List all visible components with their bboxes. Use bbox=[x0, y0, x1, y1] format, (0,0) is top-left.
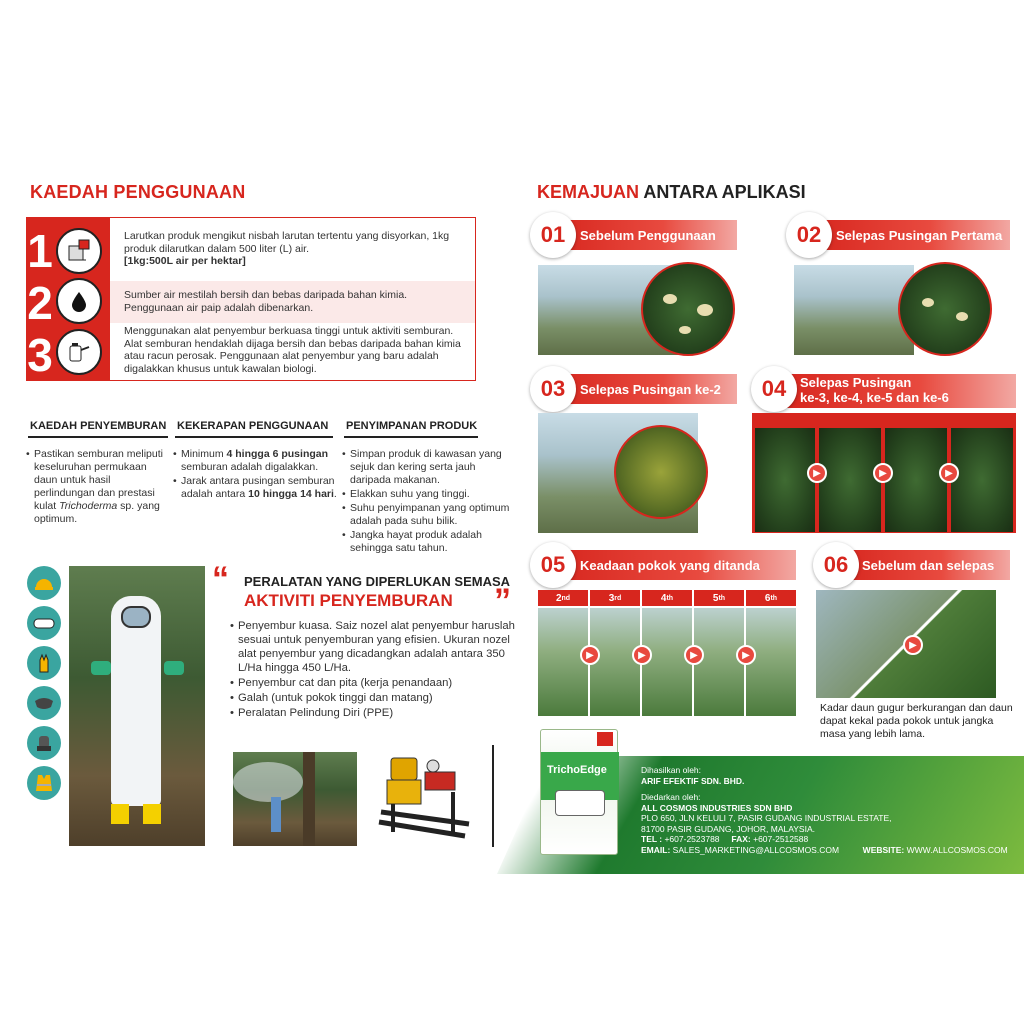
stage-04-label-line1: Selepas Pusingan bbox=[800, 375, 912, 390]
tree-photo bbox=[746, 608, 796, 716]
title-red-part: KEMAJUAN bbox=[537, 182, 640, 202]
product-name: TrichoEdge bbox=[547, 764, 607, 776]
fax-label: FAX: bbox=[731, 834, 751, 844]
arrow-right-icon: ▶ bbox=[736, 645, 756, 665]
email-label: EMAIL: bbox=[641, 844, 671, 855]
kaedah-penyemburan-list bbox=[26, 448, 166, 527]
round-tab bbox=[642, 590, 692, 606]
stage-label: Sebelum Penggunaan bbox=[580, 228, 716, 243]
list-item: • Penyembur kuasa. Saiz nozel alat penyembur haruslah sesuai untuk penyemburan yang efisien. Ukuran nozel alat penyembur yang dicadangkan adalah antara 350 L/Ha hingga 450 L/Ha. bbox=[230, 619, 520, 675]
round-number: 2 bbox=[555, 592, 562, 604]
round-tab bbox=[538, 590, 588, 606]
column-divider bbox=[28, 436, 168, 438]
tree-photo bbox=[642, 608, 692, 716]
tree-photo bbox=[694, 608, 744, 716]
round-number: 5 bbox=[712, 592, 719, 604]
stage-04-leaf-photo bbox=[951, 428, 1013, 532]
produced-label: Dihasilkan oleh: bbox=[641, 765, 702, 775]
column-heading: KAEDAH PENYEMBURAN bbox=[30, 420, 167, 432]
hard-hat-icon bbox=[27, 566, 61, 600]
round-number: 6 bbox=[764, 592, 771, 604]
stage-02-bar bbox=[810, 220, 1010, 250]
tree-photo bbox=[590, 608, 640, 716]
distributed-label: Diedarkan oleh: bbox=[641, 792, 701, 802]
round-tab bbox=[746, 590, 796, 606]
round-suffix: rd bbox=[614, 594, 622, 602]
stage-label: Sebelum dan selepas bbox=[862, 558, 995, 573]
address-line-2: 81700 PASIR GUDANG, JOHOR, MALAYSIA. bbox=[641, 823, 815, 834]
face-mask-icon bbox=[27, 686, 61, 720]
section-title-kemajuan bbox=[537, 182, 806, 203]
arrow-right-icon: ▶ bbox=[939, 463, 959, 483]
product-bag bbox=[540, 729, 618, 855]
spraying-in-field-photo bbox=[233, 752, 357, 846]
worker-in-ppe-photo bbox=[69, 566, 205, 846]
quote-open-icon: “ bbox=[212, 560, 229, 598]
email-web-line bbox=[641, 845, 1008, 856]
step-1-ratio: [1kg:500L air per hektar] bbox=[124, 255, 246, 267]
power-sprayer-photo bbox=[373, 752, 477, 846]
distributor-block bbox=[641, 792, 1008, 855]
stage-01-bar bbox=[552, 220, 737, 250]
stage-03-bar bbox=[552, 374, 737, 404]
stage-05-bar bbox=[552, 550, 796, 580]
website-link[interactable]: WWW.ALLCOSMOS.COM bbox=[906, 844, 1008, 855]
stage-06-bar bbox=[838, 550, 1010, 580]
arrow-right-icon: ▶ bbox=[807, 463, 827, 483]
tel-label: TEL : bbox=[641, 834, 663, 844]
stage-label: Selepas Pusingan Pertama bbox=[836, 228, 1003, 243]
caption-06: Kadar daun gugur berkurangan dan daun dapat kekal pada pokok untuk jangka masa yang lebih lama. bbox=[820, 702, 1013, 740]
step-number: 3 bbox=[27, 329, 53, 381]
step-number: 2 bbox=[27, 277, 53, 329]
phone-fax-line bbox=[641, 834, 1008, 845]
stage-number: 05 bbox=[530, 542, 576, 588]
list-item: • Galah (untuk pokok tinggi dan matang) bbox=[230, 691, 520, 705]
arrow-right-icon: ▶ bbox=[903, 635, 923, 655]
stage-04-leaf-photo bbox=[819, 428, 881, 532]
round-suffix: nd bbox=[561, 594, 571, 602]
round-tab bbox=[590, 590, 640, 606]
stage-number: 01 bbox=[530, 212, 576, 258]
arrow-right-icon: ▶ bbox=[632, 645, 652, 665]
step-1-text bbox=[124, 230, 469, 268]
water-drop-icon bbox=[56, 278, 102, 324]
distributor-name: ALL COSMOS INDUSTRIES SDN BHD bbox=[641, 802, 793, 813]
address-line-1: PLO 650, JLN KELULI 7, PASIR GUDANG INDUSTRIAL ESTATE, bbox=[641, 813, 892, 823]
producer-name: ARIF EFEKTIF SDN. BHD. bbox=[641, 775, 745, 786]
equipment-list bbox=[230, 619, 520, 721]
stage-label: Keadaan pokok yang ditanda bbox=[580, 558, 760, 573]
producer-block bbox=[641, 765, 744, 786]
equipment-title-line1: PERALATAN YANG DIPERLUKAN SEMASA bbox=[244, 574, 511, 589]
vertical-divider bbox=[492, 745, 494, 847]
stage-03-leaf-zoom bbox=[614, 425, 708, 519]
arrow-right-icon: ▶ bbox=[580, 645, 600, 665]
arrow-right-icon: ▶ bbox=[684, 645, 704, 665]
tel-value: +607-2523788 bbox=[664, 834, 720, 844]
safety-vest-icon bbox=[27, 766, 61, 800]
list-item: • Elakkan suhu yang tinggi. bbox=[342, 488, 518, 501]
stage-04-label-line2: ke-3, ke-4, ke-5 dan ke-6 bbox=[800, 390, 949, 405]
list-item: • Penyembur cat dan pita (kerja penandaan) bbox=[230, 676, 520, 690]
stage-02-leaf-zoom bbox=[898, 262, 992, 356]
column-heading: KEKERAPAN PENGGUNAAN bbox=[177, 420, 329, 432]
column-divider bbox=[175, 436, 333, 438]
stage-number: 06 bbox=[813, 542, 859, 588]
list-item: • Simpan produk di kawasan yang sejuk dan kering serta jauh daripada makanan. bbox=[342, 448, 518, 487]
round-number: 4 bbox=[660, 592, 667, 604]
list-item: • Jarak antara pusingan semburan adalah antara 10 hingga 14 hari. bbox=[173, 475, 337, 501]
stage-01-leaf-zoom bbox=[641, 262, 735, 356]
list-item: • Peralatan Pelindung Diri (PPE) bbox=[230, 706, 520, 720]
stage-02-canopy-photo bbox=[794, 265, 914, 355]
sprayer-icon bbox=[56, 329, 102, 375]
equipment-title-line2: AKTIVITI PENYEMBURAN bbox=[244, 591, 453, 610]
stage-number: 03 bbox=[530, 366, 576, 412]
website-label: WEBSITE: bbox=[862, 844, 905, 855]
step-3-text: Menggunakan alat penyembur berkuasa tinggi untuk aktiviti semburan. Alat semburan hendaklah dijaga bersih dan bebas daripada bahan kimia atau racun perosak. Penggunaan alat penyembur yang baru adalah digalakkan khusus untuk kawalan biologi. bbox=[124, 325, 461, 375]
list-item: • Suhu penyimpanan yang optimum adalah pada suhu bilik. bbox=[342, 502, 518, 528]
round-suffix: th bbox=[718, 594, 726, 602]
respirator-icon bbox=[27, 726, 61, 760]
stage-label bbox=[800, 375, 949, 405]
goggles-icon bbox=[27, 606, 61, 640]
list-item: • Jangka hayat produk adalah sehingga satu tahun. bbox=[342, 529, 518, 555]
arrow-right-icon: ▶ bbox=[873, 463, 893, 483]
round-suffix: th bbox=[666, 594, 674, 602]
column-divider bbox=[344, 436, 478, 438]
fax-value: +607-2512588 bbox=[753, 834, 809, 844]
step-number: 1 bbox=[27, 225, 53, 277]
title-black-part: ANTARA APLIKASI bbox=[643, 182, 806, 202]
list-item: • Pastikan semburan meliputi keseluruhan permukaan daun untuk hasil perlindungan dan prestasi kulat Trichoderma sp. yang optimum. bbox=[26, 448, 166, 526]
stage-04-leaf-photo bbox=[885, 428, 947, 532]
penyimpanan-produk-list bbox=[342, 448, 518, 556]
round-number: 3 bbox=[608, 592, 615, 604]
kekerapan-penggunaan-list bbox=[173, 448, 337, 502]
round-suffix: th bbox=[770, 594, 778, 602]
step-2-text: Sumber air mestilah bersih dan bebas daripada bahan kimia. Penggunaan air paip adalah dibenarkan. bbox=[124, 289, 408, 314]
list-item: • Minimum 4 hingga 6 pusingan semburan adalah digalakkan. bbox=[173, 448, 337, 474]
step-1-body: Larutkan produk mengikut nisbah larutan tertentu yang disyorkan, 1kg produk dilarutkan dalam 500 liter (L) air. bbox=[124, 230, 450, 255]
column-heading: PENYIMPANAN PRODUK bbox=[346, 420, 478, 432]
email-link[interactable]: SALES_MARKETING@ALLCOSMOS.COM bbox=[672, 844, 840, 855]
quote-close-icon: ” bbox=[494, 582, 511, 620]
section-title-kaedah-penggunaan: KAEDAH PENGGUNAAN bbox=[30, 182, 246, 202]
stage-number: 04 bbox=[751, 366, 797, 412]
mixing-bucket-icon bbox=[56, 228, 102, 274]
round-tab bbox=[694, 590, 744, 606]
stage-number: 02 bbox=[786, 212, 832, 258]
stage-04-leaf-photo bbox=[755, 428, 815, 532]
stage-label: Selepas Pusingan ke-2 bbox=[580, 382, 721, 397]
tree-photo bbox=[538, 608, 588, 716]
gloves-icon bbox=[27, 646, 61, 680]
stage-04-bar bbox=[778, 374, 1016, 408]
